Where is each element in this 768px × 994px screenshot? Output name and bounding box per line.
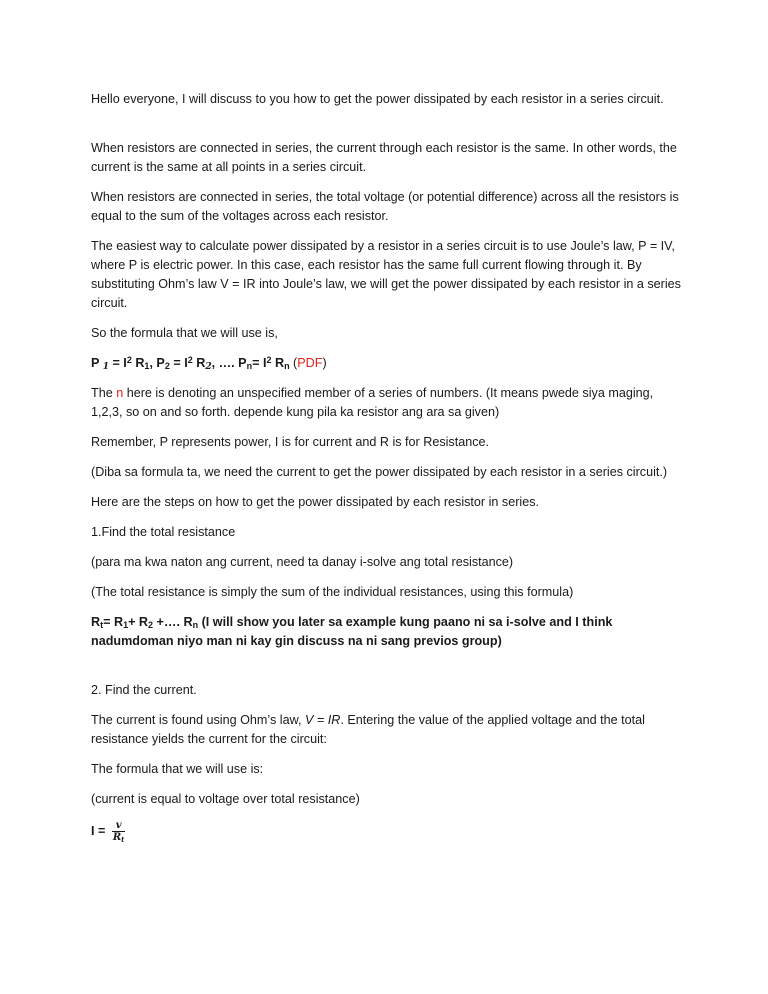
current-note: (current is equal to voltage over total resistance)	[91, 792, 360, 806]
series-voltage-paragraph: When resistors are connected in series, the total voltage (or potential difference) across all the resistors is equal to the sum of the voltages across each resistor.	[91, 190, 679, 223]
diba-paragraph: (Diba sa formula ta, we need the current to get the power dissipated by each resistor in a series circuit.)	[91, 465, 668, 479]
intro-paragraph: Hello everyone, I will discuss to you how to get the power dissipated by each resistor in a series circuit.	[91, 92, 664, 106]
voltage-over-resistance-fraction: $\frac{v}{R_t}$	[112, 820, 125, 844]
steps-intro: Here are the steps on how to get the power dissipated by each resistor in series.	[91, 495, 540, 509]
n-explanation-paragraph: The n here is denoting an unspecified member of a series of numbers. (It means pwede siya maging, 1,2,3, so on and so forth. depende kung pila ka resistor ang ara sa given)	[91, 386, 654, 419]
total-resistance-formula: $R_t= R_1+ R_2$ +…. $R_n$ (I will show you later sa example kung paano ni sa i-solve and I think nadumdoman niyo man ni kay gin discuss na ni sang previos group)	[91, 615, 613, 648]
power-formula: P $_1 = I^2$ $R_1$, $P_2 = I^2$ $R_2$, …. $P_n= I^2$ $R_n$ (PDF)	[91, 355, 327, 372]
formula-intro: So the formula that we will use is,	[91, 326, 278, 340]
step-1-heading: 1.Find the total resistance	[91, 525, 236, 539]
ohm-law-paragraph: The current is found using Ohm’s law, V = IR. Entering the value of the applied voltage and the total resistance yields the current for the circuit:	[91, 713, 645, 746]
step-1-note-2: (The total resistance is simply the sum of the individual resistances, using this formula)	[91, 585, 574, 599]
pdf-link[interactable]: PDF	[297, 356, 323, 370]
remember-paragraph: Remember, P represents power, I is for current and R is for Resistance.	[91, 435, 490, 449]
joule-law-paragraph: The easiest way to calculate power dissipated by a resistor in a series circuit is to use Joule’s law, P = IV, where P is electric power. In this case, each resistor has the same full current flowing through it. By substituting Ohm’s law V = IR into Joule’s law, we will get the power dissipated by each resistor in a series circuit.	[91, 239, 681, 310]
formula-use: The formula that we will use is:	[91, 762, 264, 776]
current-formula: I = $\frac{v}{R_t}$	[91, 820, 125, 844]
series-current-paragraph: When resistors are connected in series, the current through each resistor is the same. In other words, the current is the same at all points in a series circuit.	[91, 141, 677, 174]
step-2-heading: 2. Find the current.	[91, 683, 197, 697]
n-highlight: n	[116, 386, 124, 400]
step-1-note-1: (para ma kwa naton ang current, need ta danay i-solve ang total resistance)	[91, 555, 514, 569]
